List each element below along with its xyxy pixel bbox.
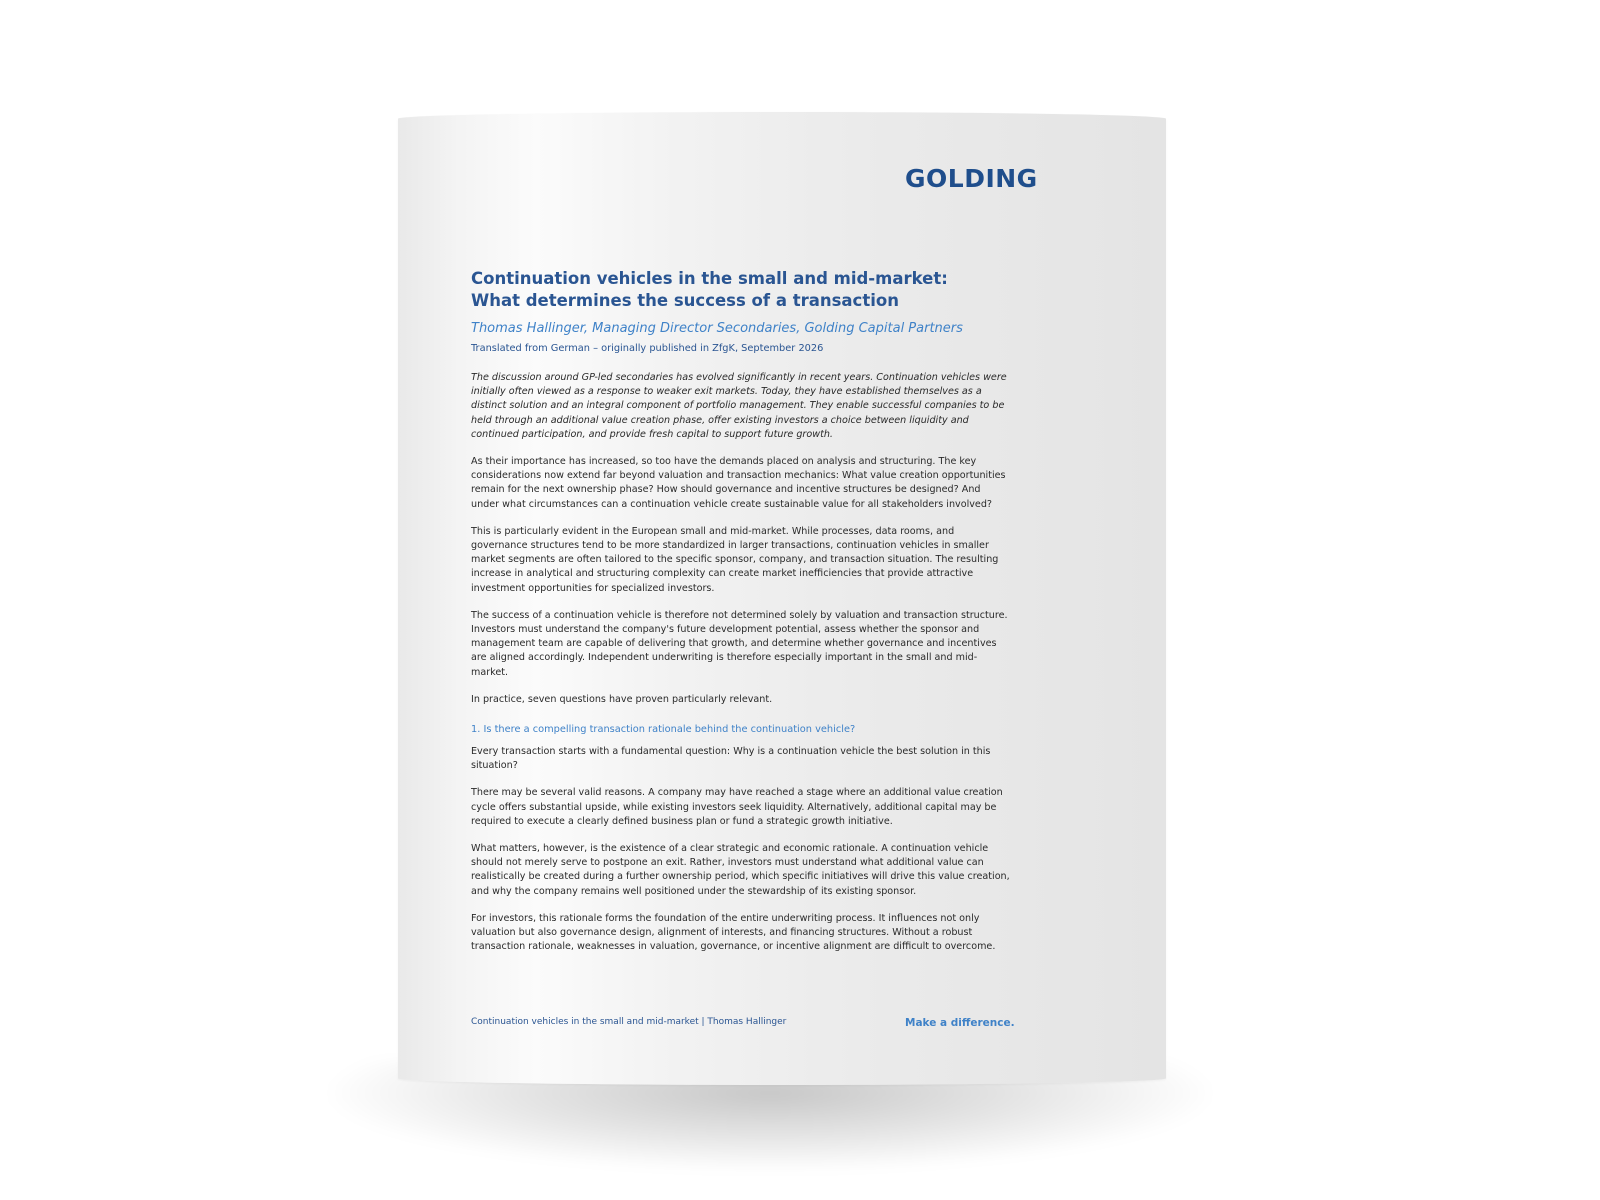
- body-paragraph: In practice, seven questions have proven particularly relevant.: [471, 693, 773, 705]
- article-author: Thomas Hallinger, Managing Director Secondaries, Golding Capital Partners: [471, 321, 963, 336]
- section-paragraph: For investors, this rationale forms the foundation of the entire underwriting process. It influences not only valuation but also governance design, alignment of interests, and financing structures. Without a robust transaction rationale, weaknesses in valuation, governance, or incentive alignment are difficult to overcome.: [471, 912, 996, 953]
- section-paragraph: What matters, however, is the existence of a clear strategic and economic rationale. A continuation vehicle should not merely serve to postpone an exit. Rather, investors must understand what additional value can realistically be created during a further ownership period, which specific initiatives will drive this value creation, and why the company remains well positioned under the stewardship of its existing sponsor.: [471, 843, 1010, 897]
- translation-note: Translated from German – originally published in ZfgK, September 2026: [471, 343, 824, 354]
- footer-citation: Continuation vehicles in the small and mid-market | Thomas Hallinger: [471, 1017, 787, 1027]
- body-paragraph: This is particularly evident in the European small and mid-market. While processes, data rooms, and governance structures tend to be more standardized in larger transactions, continuation vehicles in smaller market segments are often tailored to the specific sponsor, company, and transaction situation. The resulting increase in analytical and structuring complexity can create market inefficiencies that provide attractive investment opportunities for specialized investors.: [471, 525, 999, 594]
- section-paragraph: Every transaction starts with a fundamental question: Why is a continuation vehicle the best solution in this situation?: [471, 746, 991, 772]
- footer-tagline: Make a difference.: [905, 1017, 1015, 1029]
- body-paragraph: As their importance has increased, so too have the demands placed on analysis and structuring. The key considerations now extend far beyond valuation and transaction mechanics: What value creation opportunities remain for the next ownership phase? How should governance and incentive structures be designed? And under what circumstances can a continuation vehicle create sustainable value for all stakeholders involved?: [471, 456, 1006, 510]
- article-content: [471, 268, 1011, 955]
- section-paragraph: There may be several valid reasons. A company may have reached a stage where an additional value creation cycle offers substantial upside, while existing investors seek liquidity. Alternatively, additional capital may be required to execute a clearly defined business plan or fund a strategic growth initiative.: [471, 787, 1003, 827]
- intro-paragraph: The discussion around GP-led secondaries has evolved significantly in recent years. Continuation vehicles were initially often viewed as a response to weaker exit markets. Today, they have established themselves as a distinct solution and an integral component of portfolio management. They enable successful companies to be held through an additional value creation phase, offer existing investors a choice between liquidity and continued participation, and provide fresh capital to support future growth.: [471, 372, 1007, 440]
- article-title: Continuation vehicles in the small and mid-market: What determines the success of a transaction: [471, 269, 948, 310]
- body-paragraph: The success of a continuation vehicle is therefore not determined solely by valuation and transaction structure. Investors must understand the company's future development potential, assess whether the sponsor and management team are capable of delivering that growth, and determine whether governance and incentives are aligned accordingly. Independent underwriting is therefore especially important in the small and mid-market.: [471, 609, 1008, 678]
- golding-logo: GOLDING: [905, 164, 1038, 193]
- document-page: [398, 112, 1166, 1085]
- section-heading: 1. Is there a compelling transaction rationale behind the continuation vehicle?: [471, 724, 856, 736]
